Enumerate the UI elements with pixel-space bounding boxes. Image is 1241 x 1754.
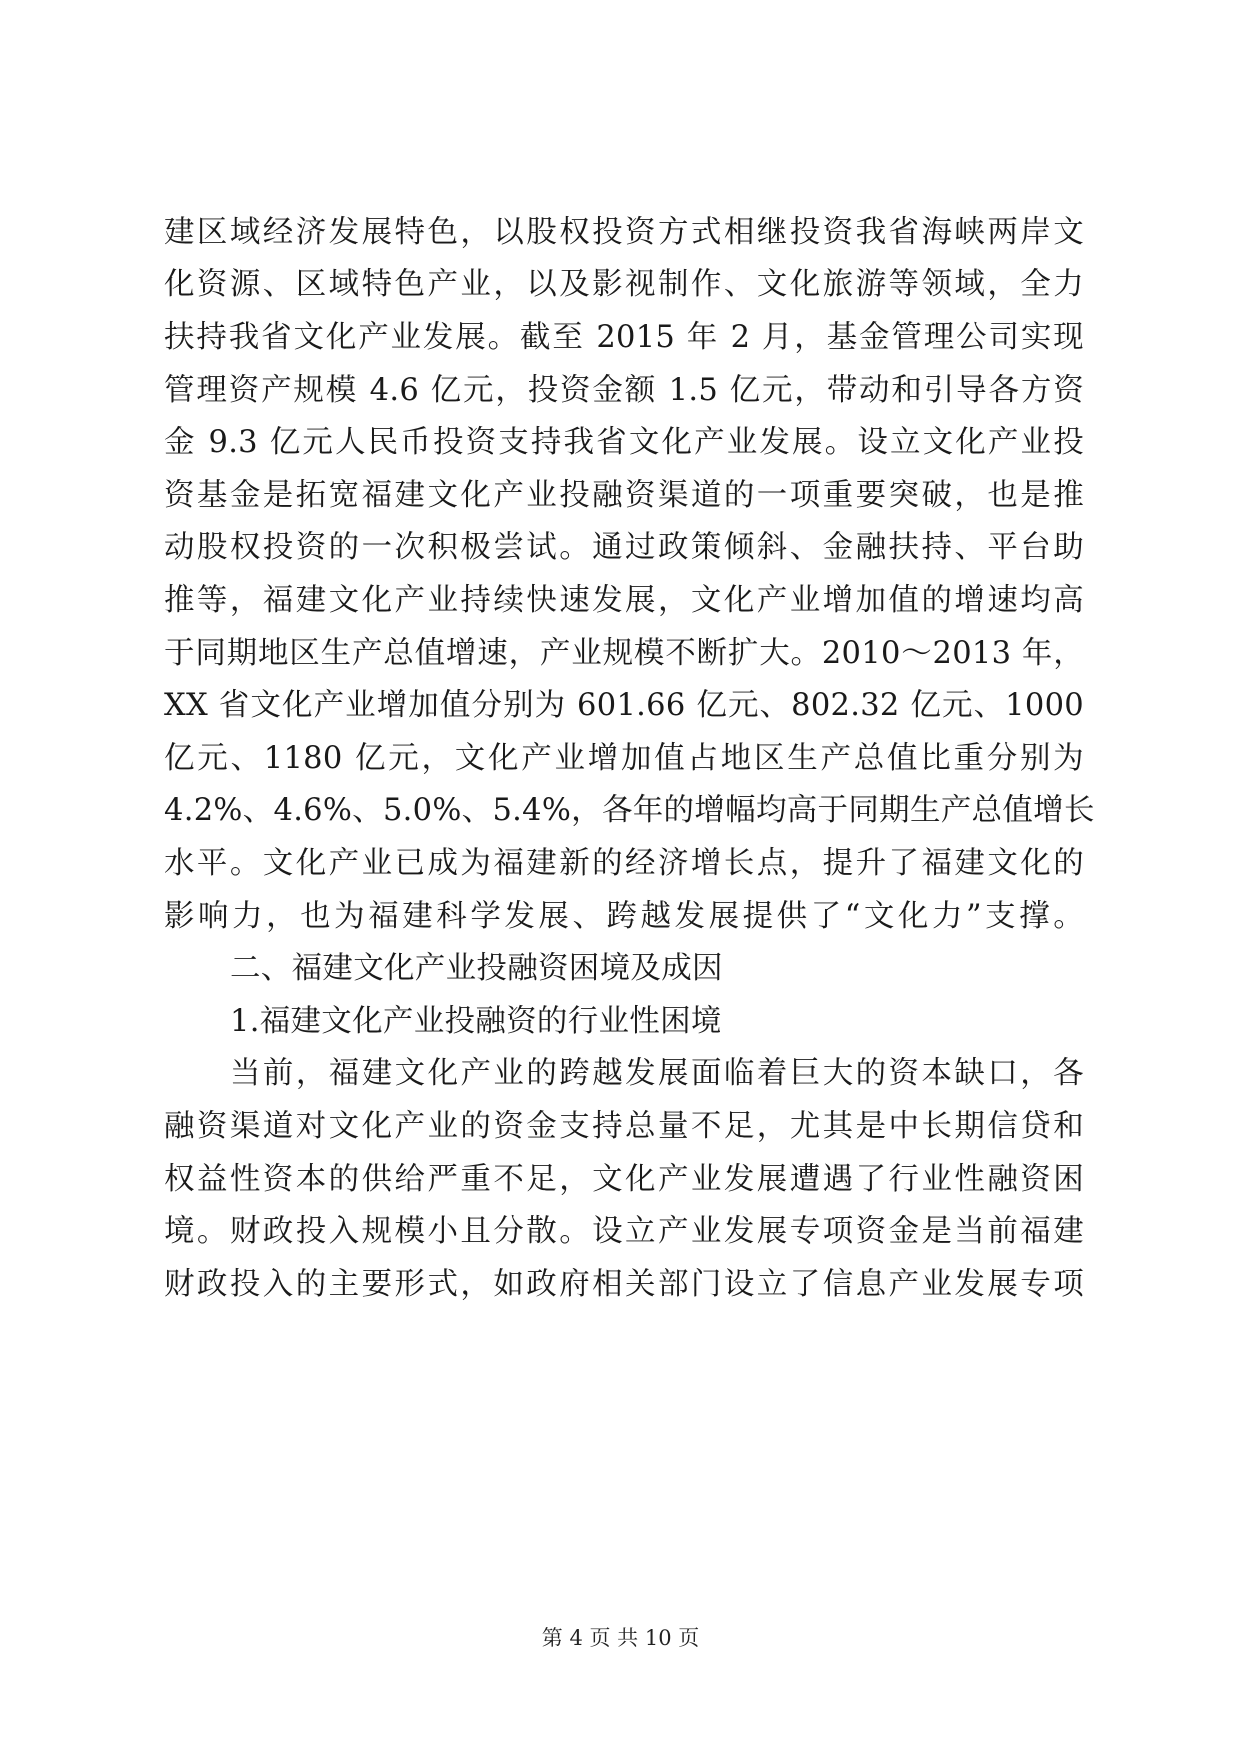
- body-line-10: XX 省文化产业增加值分别为 601.66 亿元、802.32 亿元、1000: [164, 688, 1084, 723]
- subsection-heading: 1.福建文化产业投融资的行业性困境: [230, 1004, 722, 1039]
- body-line-6: 资基金是拓宽福建文化产业投融资渠道的一项重要突破，也是推: [164, 478, 1084, 513]
- body-line-18: 融资渠道对文化产业的资金支持总量不足，尤其是中长期信贷和: [164, 1109, 1084, 1144]
- body-line-13: 水平。文化产业已成为福建新的经济增长点，提升了福建文化的: [164, 846, 1084, 881]
- body-line-4: 管理资产规模 4.6 亿元，投资金额 1.5 亿元，带动和引导各方资: [164, 373, 1084, 408]
- section-heading: 二、福建文化产业投融资困境及成因: [230, 951, 723, 986]
- body-line-12: 4.2%、4.6%、5.0%、5.4%，各年的增幅均高于同期生产总值增长: [164, 793, 1095, 828]
- body-line-11: 亿元、1180 亿元，文化产业增加值占地区生产总值比重分别为: [164, 741, 1084, 776]
- body-line-7: 动股权投资的一次积极尝试。通过政策倾斜、金融扶持、平台助: [164, 530, 1084, 565]
- body-line-9: 于同期地区生产总值增速，产业规模不断扩大。2010～2013 年，: [164, 636, 1084, 671]
- body-line-3: 扶持我省文化产业发展。截至 2015 年 2 月，基金管理公司实现: [164, 320, 1084, 355]
- body-line-14: 影响力，也为福建科学发展、跨越发展提供了“文化力”支撑。: [164, 899, 1084, 934]
- body-line-1: 建区域经济发展特色，以股权投资方式相继投资我省海峡两岸文: [164, 215, 1084, 250]
- body-line-17: 当前，福建文化产业的跨越发展面临着巨大的资本缺口，各: [230, 1056, 1084, 1091]
- body-line-20: 境。财政投入规模小且分散。设立产业发展专项资金是当前福建: [164, 1214, 1084, 1249]
- body-line-8: 推等，福建文化产业持续快速发展，文化产业增加值的增速均高: [164, 583, 1084, 618]
- body-line-19: 权益性资本的供给严重不足，文化产业发展遭遇了行业性融资困: [164, 1162, 1084, 1197]
- body-line-2: 化资源、区域特色产业，以及影视制作、文化旅游等领域，全力: [164, 267, 1084, 302]
- body-line-21: 财政投入的主要形式，如政府相关部门设立了信息产业发展专项: [164, 1267, 1084, 1302]
- body-line-5: 金 9.3 亿元人民币投资支持我省文化产业发展。设立文化产业投: [164, 425, 1084, 460]
- page-number-footer: 第 4 页 共 10 页: [541, 1626, 700, 1650]
